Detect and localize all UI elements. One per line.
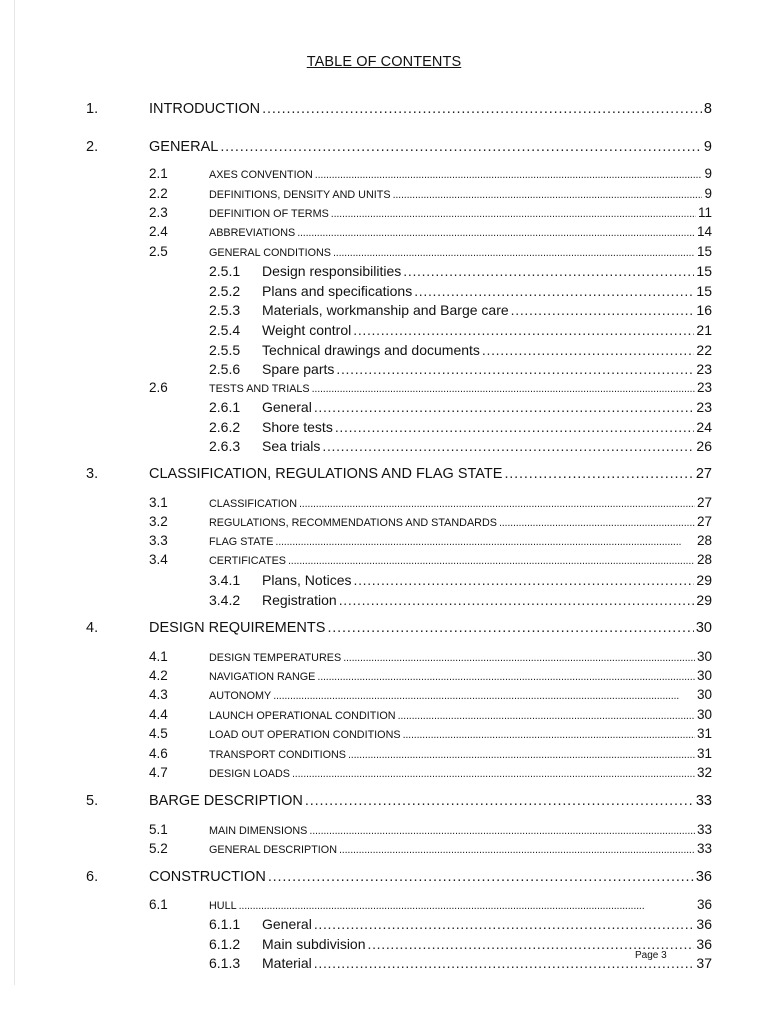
toc-entry-number: 4.: [86, 620, 99, 636]
toc-entry[interactable]: [149, 244, 712, 259]
toc-entry-page: 30: [696, 668, 712, 683]
page-footer: Page 3: [635, 950, 667, 961]
toc-entry-page: 31: [696, 726, 712, 741]
toc-entry-page: 33: [695, 793, 712, 809]
toc-entry-page: 9: [703, 139, 712, 155]
toc-entry-number: 3.2: [149, 514, 168, 529]
toc-entry-page: 11: [697, 205, 712, 220]
toc-entry[interactable]: [209, 419, 712, 435]
toc-entry-number: 6.1.1: [209, 916, 241, 932]
toc-entry-number: 2.5.3: [209, 302, 241, 318]
toc-entry-page: 27: [695, 466, 712, 482]
dot-leader: [262, 101, 702, 117]
toc-entry-number: 4.1: [149, 649, 168, 664]
dot-leader: [309, 825, 695, 837]
toc-entry-label: Sea trials: [262, 438, 321, 454]
toc-entry-number: 2.2: [149, 186, 168, 201]
toc-entry[interactable]: [149, 649, 712, 664]
toc-entry-page: 36: [695, 869, 712, 885]
toc-entry[interactable]: [149, 746, 712, 761]
toc-entry-number: 6.1.3: [209, 955, 241, 971]
toc-entry[interactable]: [209, 438, 712, 454]
toc-entry-number: 2.6.1: [209, 399, 241, 415]
dot-leader: [336, 361, 694, 377]
dot-leader: [268, 869, 694, 885]
dot-leader: [275, 536, 695, 548]
toc-entry-page: 23: [696, 361, 712, 377]
toc-entry[interactable]: [209, 302, 712, 318]
dot-leader: [414, 283, 694, 299]
toc-entry-page: 21: [696, 322, 712, 338]
toc-title: TABLE OF CONTENTS: [306, 54, 462, 70]
toc-entry-number: 3.4: [149, 552, 168, 567]
toc-entry-page: 33: [696, 841, 712, 856]
toc-entry-label: Materials, workmanship and Barge care: [262, 302, 509, 318]
toc-entry-number: 3.4.1: [209, 572, 241, 588]
toc-entry-number: 2.6: [149, 380, 168, 395]
toc-entry-label: LOAD OUT OPERATION CONDITIONS: [209, 729, 401, 741]
toc-entry[interactable]: [209, 322, 712, 338]
toc-entry[interactable]: [149, 765, 712, 780]
toc-entry-number: 2.5: [149, 244, 168, 259]
toc-entry-number: 6.1: [149, 897, 168, 912]
toc-entry[interactable]: [149, 822, 712, 837]
dot-leader: [343, 652, 695, 664]
dot-leader: [353, 572, 694, 588]
toc-entry-page: 28: [696, 552, 712, 567]
dot-leader: [288, 555, 695, 567]
toc-entry-number: 2.5.1: [209, 263, 241, 279]
dot-leader: [315, 169, 703, 181]
toc-entry-page: 36: [696, 936, 712, 952]
toc-entry-number: 2.: [86, 139, 99, 155]
toc-entry[interactable]: [209, 592, 712, 608]
toc-entry-number: 2.3: [149, 205, 168, 220]
toc-entry-label: TESTS AND TRIALS: [209, 383, 310, 395]
toc-entry-number: 2.5.6: [209, 361, 241, 377]
toc-entry[interactable]: [149, 205, 712, 220]
toc-entry-label: General: [262, 916, 312, 932]
toc-entry-page: 29: [696, 592, 712, 608]
toc-entry[interactable]: [86, 139, 712, 155]
toc-entry[interactable]: [209, 342, 712, 358]
toc-entry-label: NAVIGATION RANGE: [209, 671, 316, 683]
toc-entry-number: 6.1.2: [209, 936, 241, 952]
toc-entry-number: 4.6: [149, 746, 168, 761]
toc-entry-label: Plans, Notices: [262, 572, 352, 588]
toc-entry[interactable]: [209, 263, 712, 279]
toc-entry-number: 5.: [86, 793, 99, 809]
toc-entry-number: 2.4: [149, 224, 168, 239]
toc-entry-label: CLASSIFICATION, REGULATIONS AND FLAG STATE: [149, 466, 503, 482]
toc-entry-page: 36: [696, 916, 712, 932]
toc-entry-label: General: [262, 399, 312, 415]
toc-entry[interactable]: [86, 793, 712, 809]
dot-leader: [335, 419, 695, 435]
toc-entry-page: 8: [703, 101, 712, 117]
dot-leader: [403, 729, 695, 741]
toc-entry-label: DESIGN LOADS: [209, 768, 290, 780]
toc-entry-page: 28: [696, 533, 712, 548]
dot-leader: [339, 592, 695, 608]
toc-entry-page: 31: [696, 746, 712, 761]
dot-leader: [314, 916, 695, 932]
toc-entry[interactable]: [149, 495, 712, 510]
toc-entry-page: 23: [696, 399, 712, 415]
toc-entry-label: Main subdivision: [262, 936, 366, 952]
toc-entry-number: 5.1: [149, 822, 168, 837]
toc-entry-label: CLASSIFICATION: [209, 498, 297, 510]
toc-entry-number: 4.2: [149, 668, 168, 683]
toc-entry-page: 23: [696, 380, 712, 395]
toc-entry[interactable]: [209, 916, 712, 932]
toc-entry[interactable]: [86, 466, 712, 482]
toc-entry-page: 16: [696, 302, 712, 318]
toc-entry-number: 3.4.2: [209, 592, 241, 608]
toc-entry-label: HULL: [209, 900, 237, 912]
toc-entry[interactable]: [149, 726, 712, 741]
toc-entry-label: GENERAL: [149, 139, 219, 155]
toc-entry[interactable]: [209, 283, 712, 299]
toc-entry-number: 4.5: [149, 726, 168, 741]
toc-entry-number: 2.5.2: [209, 283, 241, 299]
toc-entry-label: MAIN DIMENSIONS: [209, 825, 308, 837]
dot-leader: [482, 342, 695, 358]
toc-entry[interactable]: [149, 166, 712, 181]
toc-entry-page: 14: [696, 224, 712, 239]
toc-entry-label: AUTONOMY: [209, 690, 272, 702]
toc-entry-label: REGULATIONS, RECOMMENDATIONS AND STANDARDS: [209, 517, 497, 529]
toc-entry-page: 9: [704, 186, 712, 201]
toc-entry-label: GENERAL DESCRIPTION: [209, 844, 337, 856]
toc-entry[interactable]: [86, 869, 712, 885]
toc-entry-page: 27: [696, 495, 712, 510]
toc-entry-label: Technical drawings and documents: [262, 342, 480, 358]
toc-entry[interactable]: [149, 707, 712, 722]
toc-entry-page: 37: [696, 955, 712, 971]
toc-entry-page: 36: [696, 897, 712, 912]
dot-leader: [403, 263, 694, 279]
dot-leader: [353, 322, 694, 338]
toc-entry-number: 5.2: [149, 841, 168, 856]
toc-entry-label: Plans and specifications: [262, 283, 413, 299]
toc-entry-page: 9: [704, 166, 712, 181]
toc-entry-label: INTRODUCTION: [149, 101, 261, 117]
toc-entry-page: 15: [696, 283, 712, 299]
toc-entry[interactable]: [86, 620, 712, 636]
toc-entry[interactable]: [149, 841, 712, 856]
toc-entry-number: 4.7: [149, 765, 168, 780]
toc-entry-label: DEFINITION OF TERMS: [209, 208, 329, 220]
toc-entry-label: BARGE DESCRIPTION: [149, 793, 303, 809]
toc-entry-number: 1.: [86, 101, 99, 117]
toc-entry-label: AXES CONVENTION: [209, 169, 313, 181]
dot-leader: [499, 517, 695, 529]
toc-entry-label: TRANSPORT CONDITIONS: [209, 749, 346, 761]
toc-entry[interactable]: [149, 380, 712, 395]
toc-entry-number: 2.5.4: [209, 322, 241, 338]
dot-leader: [292, 768, 695, 780]
toc-entry[interactable]: [149, 186, 712, 201]
dot-leader: [504, 466, 693, 482]
dot-leader: [239, 900, 695, 912]
dot-leader: [333, 247, 695, 259]
dot-leader: [393, 189, 703, 201]
toc-entry-label: CONSTRUCTION: [149, 869, 266, 885]
dot-leader: [398, 710, 695, 722]
toc-entry-label: Material: [262, 955, 312, 971]
dot-leader: [297, 227, 695, 239]
dot-leader: [317, 671, 695, 683]
toc-entry-label: DESIGN REQUIREMENTS: [149, 620, 326, 636]
toc-entry-label: CERTIFICATES: [209, 555, 286, 567]
toc-entry-label: GENERAL CONDITIONS: [209, 247, 331, 259]
toc-entry-number: 2.1: [149, 166, 168, 181]
toc-entry-number: 4.3: [149, 687, 168, 702]
dot-leader: [314, 399, 695, 415]
toc-entry-number: 3.: [86, 466, 99, 482]
dot-leader: [305, 793, 694, 809]
dot-leader: [331, 208, 696, 220]
dot-leader: [273, 690, 695, 702]
toc-entry-number: 3.1: [149, 495, 168, 510]
toc-entry-number: 2.6.3: [209, 438, 241, 454]
toc-entry-page: 27: [696, 514, 712, 529]
toc-entry-page: 24: [696, 419, 712, 435]
dot-leader: [322, 438, 694, 454]
toc-entry[interactable]: [149, 533, 712, 548]
page-edge: [14, 0, 15, 985]
dot-leader: [339, 844, 695, 856]
toc-entry[interactable]: [149, 224, 712, 239]
toc-entry-label: LAUNCH OPERATIONAL CONDITION: [209, 710, 396, 722]
toc-entry-number: 2.6.2: [209, 419, 241, 435]
dot-leader: [327, 620, 693, 636]
toc-entry-page: 15: [696, 244, 712, 259]
dot-leader: [348, 749, 695, 761]
toc-entry-label: Registration: [262, 592, 337, 608]
toc-entry-page: 30: [696, 649, 712, 664]
toc-entry[interactable]: [209, 572, 712, 588]
toc-entry-label: DESIGN TEMPERATURES: [209, 652, 342, 664]
toc-entry-page: 30: [695, 620, 712, 636]
dot-leader: [312, 383, 695, 395]
toc-entry-number: 4.4: [149, 707, 168, 722]
toc-entry-label: Weight control: [262, 322, 352, 338]
toc-entry[interactable]: [209, 399, 712, 415]
dot-leader: [511, 302, 695, 318]
toc-entry[interactable]: [149, 514, 712, 529]
toc-entry[interactable]: [149, 687, 712, 702]
toc-entry-page: 32: [696, 765, 712, 780]
toc-entry-label: ABBREVIATIONS: [209, 227, 296, 239]
toc-entry-number: 6.: [86, 869, 99, 885]
toc-entry-page: 15: [696, 263, 712, 279]
toc-entry-number: 2.5.5: [209, 342, 241, 358]
toc-entry[interactable]: [149, 552, 712, 567]
toc-entry-page: 29: [696, 572, 712, 588]
dot-leader: [299, 498, 695, 510]
toc-entry[interactable]: [209, 361, 712, 377]
toc-entry-page: 26: [696, 438, 712, 454]
dot-leader: [220, 139, 702, 155]
toc-entry[interactable]: [86, 101, 712, 117]
toc-entry[interactable]: [149, 897, 712, 912]
toc-entry-page: 33: [696, 822, 712, 837]
toc-entry-label: Spare parts: [262, 361, 335, 377]
toc-entry-page: 22: [696, 342, 712, 358]
toc-entry-label: Shore tests: [262, 419, 333, 435]
toc-entry-label: FLAG STATE: [209, 536, 274, 548]
toc-entry-number: 3.3: [149, 533, 168, 548]
toc-entry[interactable]: [149, 668, 712, 683]
toc-entry-page: 30: [696, 707, 712, 722]
toc-entry-label: Design responsibilities: [262, 263, 402, 279]
toc-entry-page: 30: [696, 687, 712, 702]
toc-entry-label: DEFINITIONS, DENSITY AND UNITS: [209, 189, 391, 201]
